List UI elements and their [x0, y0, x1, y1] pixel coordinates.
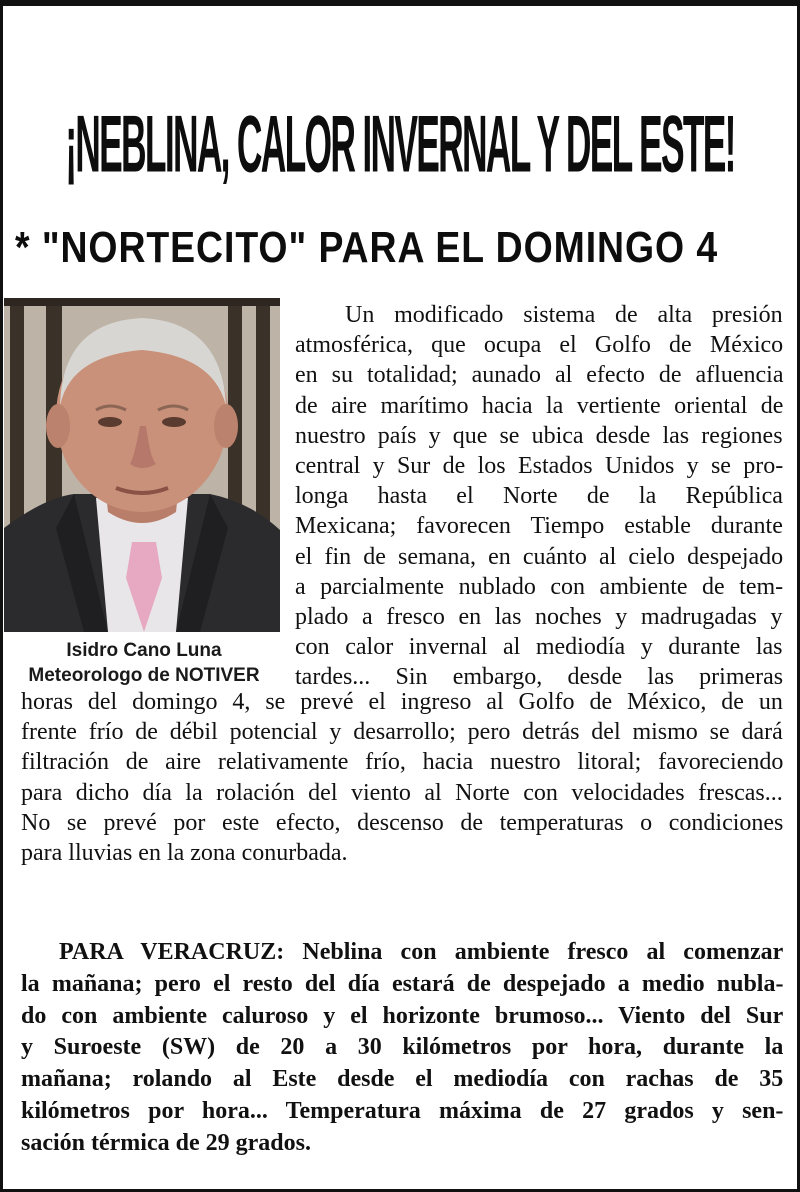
body-line: Mexicana; favorecen Tiempo estable durante	[295, 513, 783, 540]
body-line: Un modificado sistema de alta presión	[345, 302, 783, 328]
forecast-line: sación térmica de 29 grados.	[21, 1129, 311, 1156]
body-line: a parcialmente nublado con ambiente de tem-	[295, 573, 784, 600]
body-line: No se prevé por este efecto, descenso de temperaturas o condiciones	[21, 809, 784, 836]
body-line: atmosférica, que ocupa el Golfo de México	[295, 332, 784, 359]
body-line: plado a fresco en las noches y madrugadas y	[295, 604, 783, 631]
caption-title: Meteorologo de NOTIVER	[28, 665, 260, 686]
body-line: tardes... Sin embargo, desde las primeras	[295, 664, 784, 691]
subheadline: * "NORTECITO" PARA EL DOMINGO 4	[15, 223, 719, 272]
body-line: filtración de aire relativamente frío, hacia nuestro litoral; favoreciendo	[21, 749, 784, 776]
body-line: en su totalidad; aunado al efecto de afluencia	[295, 362, 784, 389]
body-line: con calor invernal al mediodía y durante las	[295, 634, 783, 661]
body-line: para dicho día la rolación del viento al Norte con velocidades frescas...	[21, 779, 783, 806]
forecast-line: do con ambiente caluroso y el horizonte brumoso... Viento del Sur	[21, 1002, 784, 1029]
body-line: el fin de semana, en cuánto al cielo despejado	[295, 543, 784, 570]
body-line: frente frío de débil potencial y desarrollo; pero detrás del mismo se dará	[21, 719, 783, 746]
portrait-image	[4, 298, 280, 632]
caption-name: Isidro Cano Luna	[66, 640, 222, 661]
body-line: central y Sur de los Estados Unidos y se pro-	[295, 453, 784, 480]
forecast-line: la mañana; pero el resto del día estará de despejado a medio nubla-	[21, 970, 784, 997]
body-line: longa hasta el Norte de la República	[295, 483, 783, 510]
forecast-line: kilómetros por hora... Temperatura máxima de 27 grados y sen-	[21, 1097, 784, 1124]
forecast-line: PARA VERACRUZ: Neblina con ambiente fresco al comenzar	[59, 939, 784, 965]
body-line: nuestro país y que se ubica desde las regiones	[295, 422, 783, 449]
article-body-column	[295, 300, 783, 693]
veracruz-forecast	[21, 937, 783, 1160]
body-line: horas del domingo 4, se prevé el ingreso al Golfo de México, de un	[21, 689, 783, 715]
photo-caption	[9, 638, 279, 688]
body-line: para lluvias en la zona conurbada.	[21, 840, 348, 867]
forecast-line: mañana; rolando al Este desde el mediodía con rachas de 35	[21, 1066, 784, 1093]
forecast-line: y Suroeste (SW) de 20 a 30 kilómetros por hora, durante la	[21, 1034, 784, 1061]
body-line: de aire marítimo hacia la vertiente oriental de	[295, 392, 784, 419]
article-body-full-width	[21, 687, 783, 868]
headline: ¡NEBLINA, CALOR INVERNAL Y DEL ESTE!	[65, 99, 735, 190]
author-photo	[4, 298, 280, 632]
